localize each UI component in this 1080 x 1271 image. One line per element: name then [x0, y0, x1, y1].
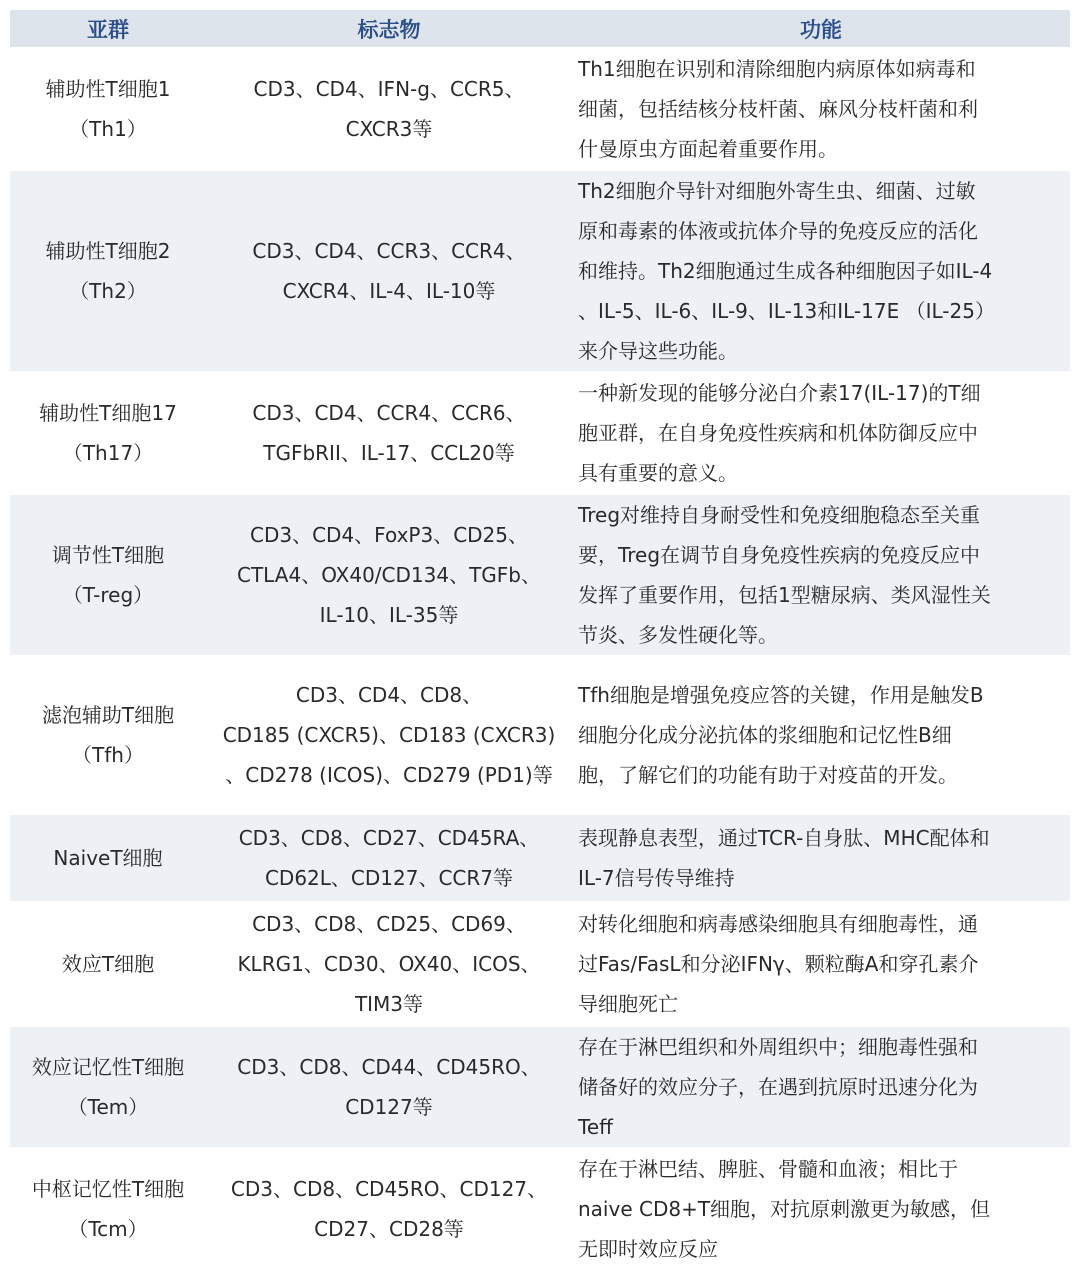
table-body	[10, 48, 1070, 1270]
subset-cell: 辅助性T细胞1 （Th1）	[10, 48, 206, 170]
function-cell: 一种新发现的能够分泌白介素17(IL-17)的T细 胞亚群，在自身免疫性疾病和机体防御反应中 具有重要的意义。	[572, 372, 1070, 494]
function-cell: 对转化细胞和病毒感染细胞具有细胞毒性，通 过Fas/FasL和分泌IFNγ、颗粒酶A和穿孔素介 导细胞死亡	[572, 902, 1070, 1026]
markers-cell: CD3、CD4、CD8、 CD185 (CXCR5)、CD183 (CXCR3) 、CD278 (ICOS)、CD279 (PD1)等	[206, 656, 572, 814]
function-cell: Tfh细胞是增强免疫应答的关键，作用是触发B 细胞分化成分泌抗体的浆细胞和记忆性B细 胞，了解它们的功能有助于对疫苗的开发。	[572, 656, 1070, 814]
subset-cell: 效应记忆性T细胞 （Tem）	[10, 1026, 206, 1148]
subset-cell: NaiveT细胞	[10, 814, 206, 902]
function-cell: Treg对维持自身耐受性和免疫细胞稳态至关重 要，Treg在调节自身免疫性疾病的免疫反应中 发挥了重要作用，包括1型糖尿病、类风湿性关 节炎、多发性硬化等。	[572, 494, 1070, 656]
table-row	[10, 372, 1070, 494]
function-cell: Th2细胞介导针对细胞外寄生虫、细菌、过敏 原和毒素的体液或抗体介导的免疫反应的活化 和维持。Th2细胞通过生成各种细胞因子如IL-4 、IL-5、IL-6、IL-9、IL-13和IL-17E （IL-25） 来介导这些功能。	[572, 170, 1070, 372]
markers-cell: CD3、CD4、IFN-g、CCR5、 CXCR3等	[206, 48, 572, 170]
subset-cell: 调节性T细胞 （T-reg）	[10, 494, 206, 656]
markers-cell: CD3、CD4、FoxP3、CD25、 CTLA4、OX40/CD134、TGFb、 IL-10、IL-35等	[206, 494, 572, 656]
header-function: 功能	[572, 10, 1070, 48]
function-cell: Th1细胞在识别和清除细胞内病原体如病毒和 细菌，包括结核分枝杆菌、麻风分枝杆菌和利 什曼原虫方面起着重要作用。	[572, 48, 1070, 170]
function-cell: 表现静息表型，通过TCR-自身肽、MHC配体和 IL-7信号传导维持	[572, 814, 1070, 902]
markers-cell: CD3、CD8、CD25、CD69、 KLRG1、CD30、OX40、ICOS、 TIM3等	[206, 902, 572, 1026]
table-row	[10, 170, 1070, 372]
table-row	[10, 656, 1070, 814]
markers-cell: CD3、CD4、CCR3、CCR4、 CXCR4、IL-4、IL-10等	[206, 170, 572, 372]
function-cell: 存在于淋巴组织和外周组织中；细胞毒性强和 储备好的效应分子，在遇到抗原时迅速分化为 Teff	[572, 1026, 1070, 1148]
t-cell-subsets-table	[10, 10, 1070, 1271]
subset-cell: 辅助性T细胞17 （Th17）	[10, 372, 206, 494]
table-container	[10, 10, 1070, 1271]
table-row	[10, 1026, 1070, 1148]
header-row	[10, 10, 1070, 48]
subset-cell: 中枢记忆性T细胞 （Tcm）	[10, 1148, 206, 1270]
header-markers: 标志物	[206, 10, 572, 48]
table-row	[10, 902, 1070, 1026]
markers-cell: CD3、CD4、CCR4、CCR6、 TGFbRII、IL-17、CCL20等	[206, 372, 572, 494]
table-row	[10, 494, 1070, 656]
header-subset: 亚群	[10, 10, 206, 48]
subset-cell: 效应T细胞	[10, 902, 206, 1026]
table-row	[10, 814, 1070, 902]
table-row	[10, 1148, 1070, 1270]
function-cell: 存在于淋巴结、脾脏、骨髓和血液；相比于 naive CD8+T细胞，对抗原刺激更为敏感，但 无即时效应反应	[572, 1148, 1070, 1270]
markers-cell: CD3、CD8、CD44、CD45RO、 CD127等	[206, 1026, 572, 1148]
subset-cell: 滤泡辅助T细胞 （Tfh）	[10, 656, 206, 814]
markers-cell: CD3、CD8、CD45RO、CD127、 CD27、CD28等	[206, 1148, 572, 1270]
table-row	[10, 48, 1070, 170]
markers-cell: CD3、CD8、CD27、CD45RA、 CD62L、CD127、CCR7等	[206, 814, 572, 902]
subset-cell: 辅助性T细胞2 （Th2）	[10, 170, 206, 372]
